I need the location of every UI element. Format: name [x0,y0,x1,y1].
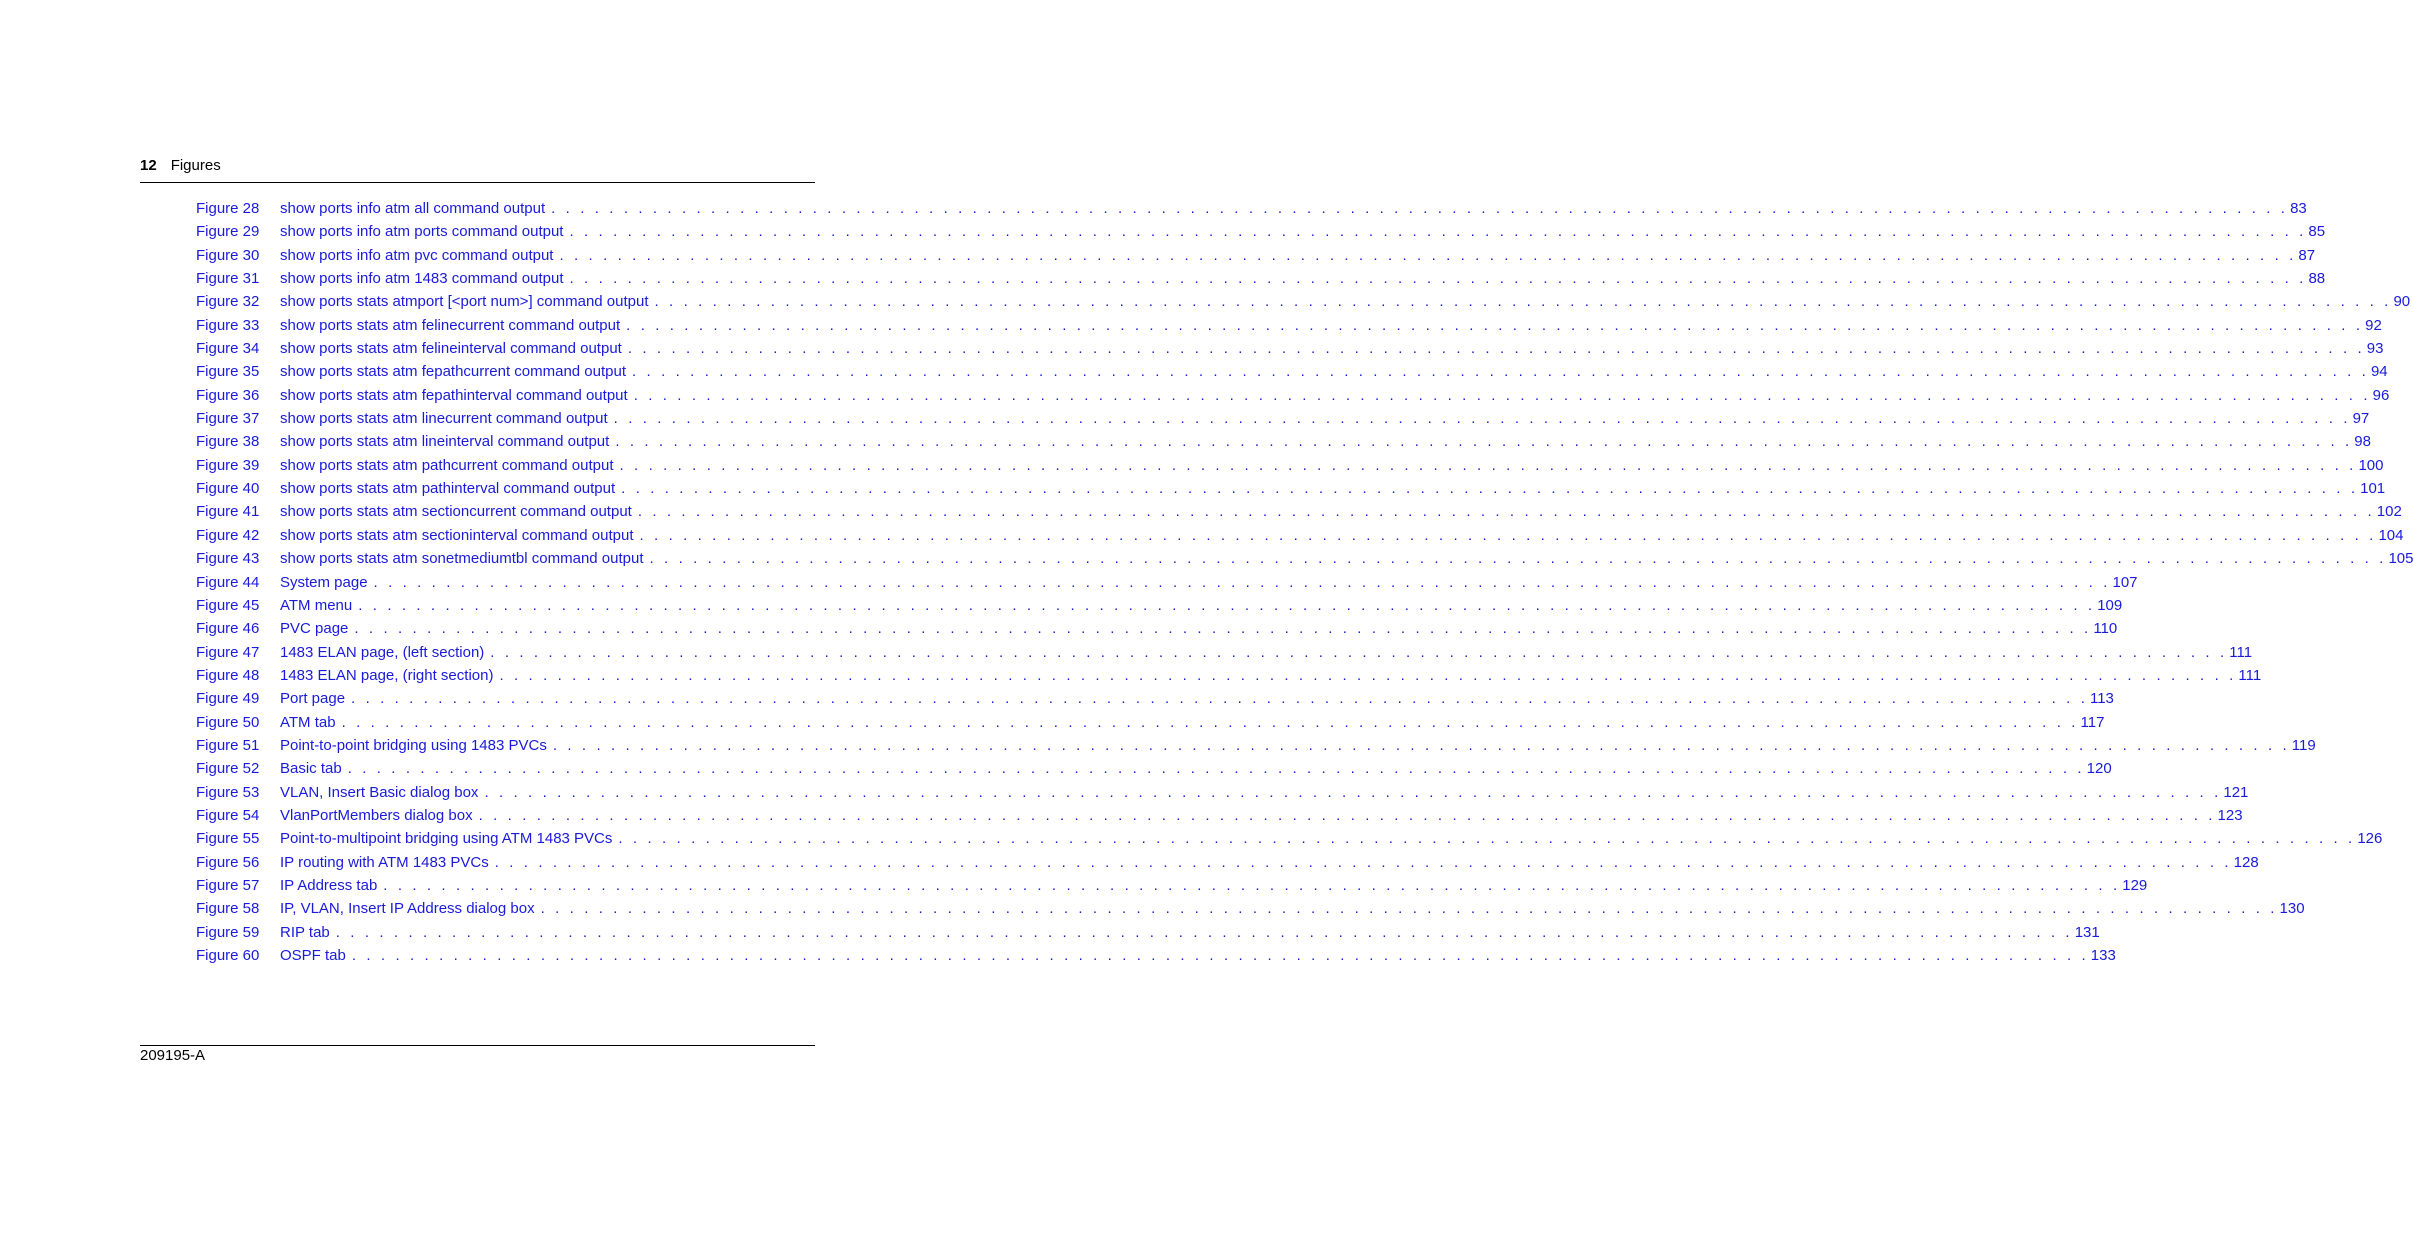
figure-page-number[interactable]: 109 [2097,596,2123,614]
figure-title[interactable]: show ports info atm ports command output [280,223,564,241]
toc-entry[interactable] [196,360,2388,383]
toc-entry[interactable] [196,244,2316,267]
figure-title[interactable]: ATM menu [280,596,353,614]
toc-entry[interactable] [196,804,2243,827]
figure-title[interactable]: IP, VLAN, Insert IP Address dialog box [280,900,535,918]
figure-label[interactable]: Figure 32 [196,293,260,311]
figure-page-number[interactable]: 98 [2354,433,2371,451]
figure-label[interactable]: Figure 54 [196,806,260,824]
toc-entry[interactable] [196,477,2386,500]
toc-entry[interactable] [196,664,2262,687]
figure-title[interactable]: VlanPortMembers dialog box [280,806,473,824]
figure-label[interactable]: Figure 29 [196,223,260,241]
figure-label[interactable]: Figure 34 [196,340,260,358]
dot-leader: . . . . . . . . . . . . . . . . . . . . . . . . . . . . . . . . . . . . . . . . . . . . . . . . . . . . . . . . . . . . . . . . . . . . . . . . . . . . . . . . . . . . . . . . . . . . . . . . . . . . . . . . . . . . . . . . . . . . . . . . [354,620,2092,638]
dot-leader: . . . . . . . . . . . . . . . . . . . . . . . . . . . . . . . . . . . . . . . . . . . . . . . . . . . . . . . . . . . . . . . . . . . . . . . . . . . . . . . . . . . . . . . . . . . . . . . . . . . . . . . . . . . . . . . . . . . . . . . . [615,433,2353,451]
figure-label[interactable]: Figure 35 [196,363,260,381]
figure-title[interactable]: PVC page [280,620,349,638]
toc-entry[interactable] [196,874,2148,897]
figure-label[interactable]: Figure 53 [196,783,260,801]
figure-page-number[interactable]: 123 [2217,806,2243,824]
dot-leader: . . . . . . . . . . . . . . . . . . . . . . . . . . . . . . . . . . . . . . . . . . . . . . . . . . . . . . . . . . . . . . . . . . . . . . . . . . . . . . . . . . . . . . . . . . . . . . . . . . . . . . . . . . . . . . . . . . . . . . . . [569,223,2307,241]
figure-title[interactable]: RIP tab [280,923,330,941]
figure-title[interactable]: Point-to-point bridging using 1483 PVCs [280,736,547,754]
figure-title[interactable]: show ports stats atmport [<port num>] command output [280,293,649,311]
figure-title[interactable]: 1483 ELAN page, (left section) [280,643,485,661]
figure-label[interactable]: Figure 45 [196,596,260,614]
toc-entry[interactable] [196,220,2326,243]
dot-leader: . . . . . . . . . . . . . . . . . . . . . . . . . . . . . . . . . . . . . . . . . . . . . . . . . . . . . . . . . . . . . . . . . . . . . . . . . . . . . . . . . . . . . . . . . . . . . . . . . . . . . . . . . . . . . . . . . . . . . . . . [559,246,2297,264]
figure-label[interactable]: Figure 47 [196,643,260,661]
toc-entry[interactable] [196,921,2100,944]
figure-title[interactable]: 1483 ELAN page, (right section) [280,666,494,684]
dot-leader: . . . . . . . . . . . . . . . . . . . . . . . . . . . . . . . . . . . . . . . . . . . . . . . . . . . . . . . . . . . . . . . . . . . . . . . . . . . . . . . . . . . . . . . . . . . . . . . . . . . . . . . . . . . . . . . . . . . . . . . . [613,410,2351,428]
figure-page-number[interactable]: 90 [2393,293,2411,311]
dot-leader: . . . . . . . . . . . . . . . . . . . . . . . . . . . . . . . . . . . . . . . . . . . . . . . . . . . . . . . . . . . . . . . . . . . . . . . . . . . . . . . . . . . . . . . . . . . . . . . . . . . . . . . . . . . . . . . . . . . . . . . . [341,713,2079,731]
figure-page-number[interactable]: 126 [2357,830,2383,848]
toc-entry[interactable] [196,757,2112,780]
figure-label[interactable]: Figure 49 [196,690,260,708]
figure-title[interactable]: show ports stats atm pathcurrent command output [280,456,614,474]
toc-entry[interactable] [196,897,2305,920]
figure-label[interactable]: Figure 46 [196,620,260,638]
dot-leader: . . . . . . . . . . . . . . . . . . . . . . . . . . . . . . . . . . . . . . . . . . . . . . . . . . . . . . . . . . . . . . . . . . . . . . . . . . . . . . . . . . . . . . . . . . . . . . . . . . . . . . . . . . . . . . . . . . . . . . . . [626,316,2364,334]
figure-page-number[interactable]: 92 [2365,316,2382,334]
figure-page-number[interactable]: 101 [2360,480,2386,498]
figure-page-number[interactable]: 100 [2358,456,2384,474]
dot-leader: . . . . . . . . . . . . . . . . . . . . . . . . . . . . . . . . . . . . . . . . . . . . . . . . . . . . . . . . . . . . . . . . . . . . . . . . . . . . . . . . . . . . . . . . . . . . . . . . . . . . . . . . . . . . . . . . . . . . . . . . [569,270,2307,288]
dot-leader: . . . . . . . . . . . . . . . . . . . . . . . . . . . . . . . . . . . . . . . . . . . . . . . . . . . . . . . . . . . . . . . . . . . . . . . . . . . . . . . . . . . . . . . . . . . . . . . . . . . . . . . . . . . . . . . . . . . . . . . . [347,760,2085,778]
figure-title[interactable]: Basic tab [280,760,342,778]
toc-entry[interactable] [196,641,2253,664]
figure-page-number[interactable]: 120 [2086,760,2112,778]
dot-leader: . . . . . . . . . . . . . . . . . . . . . . . . . . . . . . . . . . . . . . . . . . . . . . . . . . . . . . . . . . . . . . . . . . . . . . . . . . . . . . . . . . . . . . . . . . . . . . . . . . . . . . . . . . . . . . . . . . . . . . . . [490,643,2228,661]
figure-title[interactable]: Point-to-multipoint bridging using ATM 1483 PVCs [280,830,613,848]
toc-entry[interactable] [196,547,2413,570]
figure-title[interactable]: show ports stats atm lineinterval command output [280,433,610,451]
dot-leader: . . . . . . . . . . . . . . . . . . . . . . . . . . . . . . . . . . . . . . . . . . . . . . . . . . . . . . . . . . . . . . . . . . . . . . . . . . . . . . . . . . . . . . . . . . . . . . . . . . . . . . . . . . . . . . . . . . . . . . . . [654,293,2392,311]
figure-label[interactable]: Figure 42 [196,526,260,544]
dot-leader: . . . . . . . . . . . . . . . . . . . . . . . . . . . . . . . . . . . . . . . . . . . . . . . . . . . . . . . . . . . . . . . . . . . . . . . . . . . . . . . . . . . . . . . . . . . . . . . . . . . . . . . . . . . . . . . . . . . . . . . . [351,947,2089,964]
figure-title[interactable]: IP routing with ATM 1483 PVCs [280,853,489,871]
figure-page-number[interactable]: 88 [2308,270,2326,288]
toc-entry[interactable] [196,337,2384,360]
figure-page-number[interactable]: 110 [2093,620,2118,638]
toc-entry[interactable] [196,267,2326,290]
figure-label[interactable]: Figure 43 [196,550,260,568]
running-header [140,156,815,176]
toc-entry[interactable] [196,430,2371,453]
figure-label[interactable]: Figure 58 [196,900,260,918]
figure-title[interactable]: OSPF tab [280,947,346,964]
figure-page-number[interactable]: 104 [2378,526,2404,544]
toc-entry[interactable] [196,407,2370,430]
figure-label[interactable]: Figure 28 [196,200,260,217]
toc-entry[interactable] [196,687,2114,710]
figure-page-number[interactable]: 111 [2238,666,2262,684]
dot-leader: . . . . . . . . . . . . . . . . . . . . . . . . . . . . . . . . . . . . . . . . . . . . . . . . . . . . . . . . . . . . . . . . . . . . . . . . . . . . . . . . . . . . . . . . . . . . . . . . . . . . . . . . . . . . . . . . . . . . . . . . [351,690,2088,708]
figure-page-number[interactable]: 107 [2112,573,2138,591]
figure-page-number[interactable]: 87 [2298,246,2316,264]
dot-leader: . . . . . . . . . . . . . . . . . . . . . . . . . . . . . . . . . . . . . . . . . . . . . . . . . . . . . . . . . . . . . . . . . . . . . . . . . . . . . . . . . . . . . . . . . . . . . . . . . . . . . . . . . . . . . . . . . . . . . . . . [499,666,2237,684]
section-title: Figures [170,157,221,174]
toc-entry[interactable] [196,781,2249,804]
figure-page-number[interactable]: 130 [2279,900,2305,918]
figure-label[interactable]: Figure 33 [196,316,260,334]
toc-entry[interactable] [196,384,2390,407]
toc-entry[interactable] [196,454,2384,477]
figure-title[interactable]: show ports stats atm fepathinterval command output [280,386,628,404]
dot-leader: . . . . . . . . . . . . . . . . . . . . . . . . . . . . . . . . . . . . . . . . . . . . . . . . . . . . . . . . . . . . . . . . . . . . . . . . . . . . . . . . . . . . . . . . . . . . . . . . . . . . . . . . . . . . . . . . . . . . . . . . [627,340,2365,358]
figure-label[interactable]: Figure 48 [196,666,260,684]
toc-entry[interactable] [196,197,2307,220]
dot-leader: . . . . . . . . . . . . . . . . . . . . . . . . . . . . . . . . . . . . . . . . . . . . . . . . . . . . . . . . . . . . . . . . . . . . . . . . . . . . . . . . . . . . . . . . . . . . . . . . . . . . . . . . . . . . . . . . . . . . . . . . [540,900,2278,918]
figure-page-number[interactable]: 128 [2233,853,2259,871]
dot-leader: . . . . . . . . . . . . . . . . . . . . . . . . . . . . . . . . . . . . . . . . . . . . . . . . . . . . . . . . . . . . . . . . . . . . . . . . . . . . . . . . . . . . . . . . . . . . . . . . . . . . . . . . . . . . . . . . . . . . . . . . [639,526,2377,544]
figure-title[interactable]: System page [280,573,368,591]
figure-page-number[interactable]: 94 [2370,363,2388,381]
figure-label[interactable]: Figure 40 [196,480,260,498]
figure-page-number[interactable]: 119 [2291,736,2316,754]
figure-label[interactable]: Figure 30 [196,246,260,264]
figure-page-number[interactable]: 121 [2223,783,2249,801]
figure-page-number[interactable]: 133 [2090,947,2116,964]
toc-entry[interactable] [196,594,2123,617]
figure-label[interactable]: Figure 44 [196,573,260,591]
figure-title[interactable]: show ports stats atm pathinterval command output [280,480,616,498]
dot-leader: . . . . . . . . . . . . . . . . . . . . . . . . . . . . . . . . . . . . . . . . . . . . . . . . . . . . . . . . . . . . . . . . . . . . . . . . . . . . . . . . . . . . . . . . . . . . . . . . . . . . . . . . . . . . . . . . . . . . . . . . [618,830,2356,848]
dot-leader: . . . . . . . . . . . . . . . . . . . . . . . . . . . . . . . . . . . . . . . . . . . . . . . . . . . . . . . . . . . . . . . . . . . . . . . . . . . . . . . . . . . . . . . . . . . . . . . . . . . . . . . . . . . . . . . . . . . . . . . . [494,853,2232,871]
figure-label[interactable]: Figure 60 [196,947,260,964]
toc-entry[interactable] [196,290,2411,313]
figure-title[interactable]: ATM tab [280,713,336,731]
figure-title[interactable]: VLAN, Insert Basic dialog box [280,783,479,801]
figure-label[interactable]: Figure 38 [196,433,260,451]
figure-page-number[interactable]: 117 [2080,713,2105,731]
dot-leader: . . . . . . . . . . . . . . . . . . . . . . . . . . . . . . . . . . . . . . . . . . . . . . . . . . . . . . . . . . . . . . . . . . . . . . . . . . . . . . . . . . . . . . . . . . . . . . . . . . . . . . . . . . . . . . . . . . . . . . . . [619,456,2357,474]
page-number: 12 [140,157,157,174]
toc-entry[interactable] [196,711,2105,734]
footer-rule [140,1045,815,1046]
toc-entry[interactable] [196,734,2316,757]
figure-page-number[interactable]: 97 [2352,410,2370,428]
figure-title[interactable]: show ports stats atm felinecurrent command output [280,316,621,334]
figure-label[interactable]: Figure 51 [196,736,260,754]
figure-page-number[interactable]: 96 [2372,386,2390,404]
figure-label[interactable]: Figure 36 [196,386,260,404]
figure-title[interactable]: show ports stats atm sectioninterval command output [280,526,634,544]
figure-title[interactable]: IP Address tab [280,876,378,894]
figure-title[interactable]: show ports stats atm felineinterval command output [280,340,622,358]
dot-leader: . . . . . . . . . . . . . . . . . . . . . . . . . . . . . . . . . . . . . . . . . . . . . . . . . . . . . . . . . . . . . . . . . . . . . . . . . . . . . . . . . . . . . . . . . . . . . . . . . . . . . . . . . . . . . . . . . . . . . . . . [383,876,2121,894]
figure-title[interactable]: show ports info atm pvc command output [280,246,554,264]
toc-entry[interactable] [196,851,2259,874]
figure-page-number[interactable]: 83 [2290,200,2307,217]
figure-label[interactable]: Figure 50 [196,713,260,731]
figure-page-number[interactable]: 111 [2229,643,2253,661]
dot-leader: . . . . . . . . . . . . . . . . . . . . . . . . . . . . . . . . . . . . . . . . . . . . . . . . . . . . . . . . . . . . . . . . . . . . . . . . . . . . . . . . . . . . . . . . . . . . . . . . . . . . . . . . . . . . . . . . . . . . . . . . [373,573,2111,591]
header-rule [140,182,815,183]
doc-id: 209195-A [140,1047,206,1064]
toc-entry[interactable] [196,314,2382,337]
figure-page-number[interactable]: 113 [2089,690,2114,708]
dot-leader: . . . . . . . . . . . . . . . . . . . . . . . . . . . . . . . . . . . . . . . . . . . . . . . . . . . . . . . . . . . . . . . . . . . . . . . . . . . . . . . . . . . . . . . . . . . . . . . . . . . . . . . . . . . . . . . . . . . . . . . . [478,806,2216,824]
figure-page-number[interactable]: 93 [2366,340,2384,358]
toc-entry[interactable] [196,571,2138,594]
figure-title[interactable]: Port page [280,690,346,708]
figure-title[interactable]: show ports stats atm sectioncurrent command output [280,503,632,521]
toc-entry[interactable] [196,617,2118,640]
figure-page-number[interactable]: 85 [2308,223,2326,241]
toc-entry[interactable] [196,500,2402,523]
figure-label[interactable]: Figure 31 [196,270,260,288]
dot-leader: . . . . . . . . . . . . . . . . . . . . . . . . . . . . . . . . . . . . . . . . . . . . . . . . . . . . . . . . . . . . . . . . . . . . . . . . . . . . . . . . . . . . . . . . . . . . . . . . . . . . . . . . . . . . . . . . . . . . . . . . [632,363,2369,381]
figure-title[interactable]: show ports stats atm linecurrent command output [280,410,608,428]
figure-title[interactable]: show ports info atm all command output [280,200,546,217]
dot-leader: . . . . . . . . . . . . . . . . . . . . . . . . . . . . . . . . . . . . . . . . . . . . . . . . . . . . . . . . . . . . . . . . . . . . . . . . . . . . . . . . . . . . . . . . . . . . . . . . . . . . . . . . . . . . . . . . . . . . . . . . [637,503,2375,521]
figure-page-number[interactable]: 131 [2074,923,2100,941]
figure-page-number[interactable]: 129 [2122,876,2148,894]
toc-entry[interactable] [196,827,2383,850]
figure-title[interactable]: show ports stats atm fepathcurrent command output [280,363,627,381]
dot-leader: . . . . . . . . . . . . . . . . . . . . . . . . . . . . . . . . . . . . . . . . . . . . . . . . . . . . . . . . . . . . . . . . . . . . . . . . . . . . . . . . . . . . . . . . . . . . . . . . . . . . . . . . . . . . . . . . . . . . . . . . [358,596,2096,614]
dot-leader: . . . . . . . . . . . . . . . . . . . . . . . . . . . . . . . . . . . . . . . . . . . . . . . . . . . . . . . . . . . . . . . . . . . . . . . . . . . . . . . . . . . . . . . . . . . . . . . . . . . . . . . . . . . . . . . . . . . . . . . . [621,480,2359,498]
figure-label[interactable]: Figure 59 [196,923,260,941]
figure-label[interactable]: Figure 37 [196,410,260,428]
figure-label[interactable]: Figure 57 [196,876,260,894]
dot-leader: . . . . . . . . . . . . . . . . . . . . . . . . . . . . . . . . . . . . . . . . . . . . . . . . . . . . . . . . . . . . . . . . . . . . . . . . . . . . . . . . . . . . . . . . . . . . . . . . . . . . . . . . . . . . . . . . . . . . . . . . [552,736,2290,754]
figure-label[interactable]: Figure 41 [196,503,260,521]
toc-entry[interactable] [196,524,2404,547]
dot-leader: . . . . . . . . . . . . . . . . . . . . . . . . . . . . . . . . . . . . . . . . . . . . . . . . . . . . . . . . . . . . . . . . . . . . . . . . . . . . . . . . . . . . . . . . . . . . . . . . . . . . . . . . . . . . . . . . . . . . . . . . [551,200,2289,217]
dot-leader: . . . . . . . . . . . . . . . . . . . . . . . . . . . . . . . . . . . . . . . . . . . . . . . . . . . . . . . . . . . . . . . . . . . . . . . . . . . . . . . . . . . . . . . . . . . . . . . . . . . . . . . . . . . . . . . . . . . . . . . . [649,550,2387,568]
figure-title[interactable]: show ports info atm 1483 command output [280,270,564,288]
toc-entry[interactable] [196,944,2116,967]
dot-leader: . . . . . . . . . . . . . . . . . . . . . . . . . . . . . . . . . . . . . . . . . . . . . . . . . . . . . . . . . . . . . . . . . . . . . . . . . . . . . . . . . . . . . . . . . . . . . . . . . . . . . . . . . . . . . . . . . . . . . . . . [335,923,2073,941]
figure-label[interactable]: Figure 52 [196,760,260,778]
figure-page-number[interactable]: 105 [2388,550,2413,568]
figure-label[interactable]: Figure 56 [196,853,260,871]
figure-title[interactable]: show ports stats atm sonetmediumtbl command output [280,550,644,568]
figure-label[interactable]: Figure 55 [196,830,260,848]
list-of-figures [196,197,2413,967]
figure-page-number[interactable]: 102 [2376,503,2402,521]
dot-leader: . . . . . . . . . . . . . . . . . . . . . . . . . . . . . . . . . . . . . . . . . . . . . . . . . . . . . . . . . . . . . . . . . . . . . . . . . . . . . . . . . . . . . . . . . . . . . . . . . . . . . . . . . . . . . . . . . . . . . . . . [633,386,2371,404]
figure-label[interactable]: Figure 39 [196,456,260,474]
dot-leader: . . . . . . . . . . . . . . . . . . . . . . . . . . . . . . . . . . . . . . . . . . . . . . . . . . . . . . . . . . . . . . . . . . . . . . . . . . . . . . . . . . . . . . . . . . . . . . . . . . . . . . . . . . . . . . . . . . . . . . . . [484,783,2222,801]
